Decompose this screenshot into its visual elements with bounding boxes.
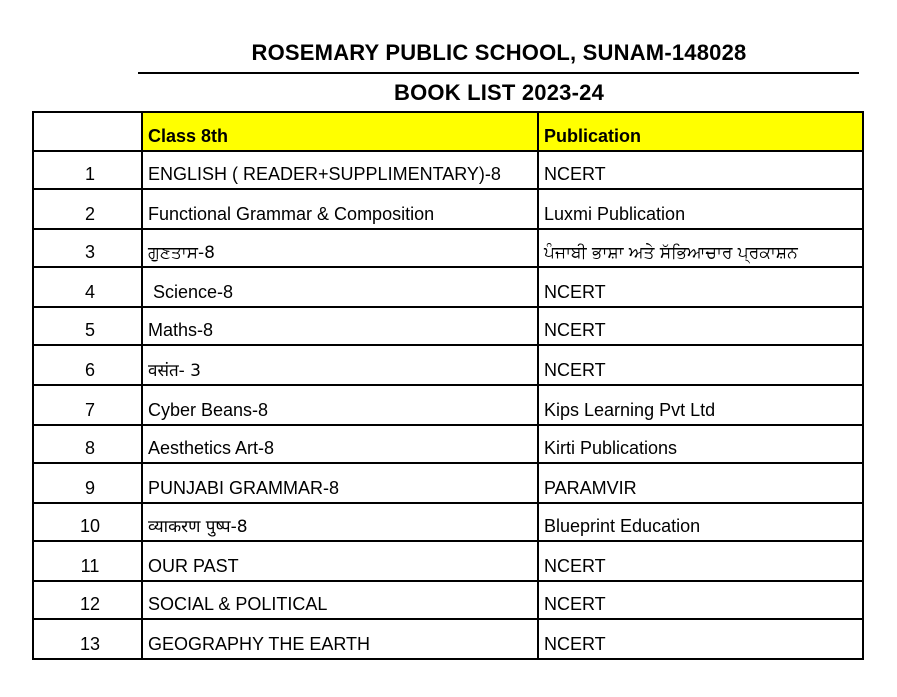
school-title: ROSEMARY PUBLIC SCHOOL, SUNAM-148028 — [251, 40, 747, 65]
table-row — [33, 581, 863, 619]
publisher: Blueprint Education — [538, 503, 863, 541]
row-number: 10 — [33, 503, 142, 541]
row-number: 9 — [33, 463, 142, 503]
table-row — [33, 385, 863, 425]
book-title: Aesthetics Art-8 — [142, 425, 538, 463]
book-title: Maths-8 — [142, 307, 538, 345]
book-title: PUNJABI GRAMMAR-8 — [142, 463, 538, 503]
publisher: Luxmi Publication — [538, 189, 863, 229]
book-list-table — [32, 111, 864, 660]
publisher: NCERT — [538, 619, 863, 659]
book-title: Cyber Beans-8 — [142, 385, 538, 425]
row-number: 11 — [33, 541, 142, 581]
column-header-class: Class 8th — [142, 112, 538, 151]
title-divider — [138, 72, 859, 74]
row-number: 4 — [33, 267, 142, 307]
book-title: SOCIAL & POLITICAL — [142, 581, 538, 619]
book-title: Functional Grammar & Composition — [142, 189, 538, 229]
row-number: 6 — [33, 345, 142, 385]
table-row — [33, 619, 863, 659]
table-row — [33, 267, 863, 307]
row-number: 8 — [33, 425, 142, 463]
row-number: 1 — [33, 151, 142, 189]
column-header-publication: Publication — [538, 112, 863, 151]
publisher: ਪੰਜਾਬੀ ਭਾਸ਼ਾ ਅਤੇ ਸੱਭਿਆਚਾਰ ਪ੍ਰਕਾਸ਼ਨ — [538, 229, 863, 267]
publisher: NCERT — [538, 151, 863, 189]
book-title: OUR PAST — [142, 541, 538, 581]
publisher: NCERT — [538, 267, 863, 307]
table-row — [33, 503, 863, 541]
book-title: ENGLISH ( READER+SUPPLIMENTARY)-8 — [142, 151, 538, 189]
book-title: Science-8 — [142, 267, 538, 307]
table-row — [33, 229, 863, 267]
row-number: 3 — [33, 229, 142, 267]
book-title: GEOGRAPHY THE EARTH — [142, 619, 538, 659]
row-number: 2 — [33, 189, 142, 229]
publisher: NCERT — [538, 345, 863, 385]
book-list-title: BOOK LIST 2023-24 — [393, 80, 605, 105]
table-row — [33, 463, 863, 503]
publisher: Kips Learning Pvt Ltd — [538, 385, 863, 425]
row-number: 7 — [33, 385, 142, 425]
book-title: ਗੁਣਤਾਸ-8 — [142, 229, 538, 267]
book-title: व्याकरण पुष्प-8 — [142, 503, 538, 541]
table-row — [33, 151, 863, 189]
book-title: वसंत- 3 — [142, 345, 538, 385]
publisher: Kirti Publications — [538, 425, 863, 463]
publisher: NCERT — [538, 307, 863, 345]
publisher: NCERT — [538, 581, 863, 619]
publisher: PARAMVIR — [538, 463, 863, 503]
table-row — [33, 189, 863, 229]
row-number: 13 — [33, 619, 142, 659]
table-header-row — [33, 112, 863, 151]
table-row — [33, 425, 863, 463]
row-number: 5 — [33, 307, 142, 345]
table-row — [33, 541, 863, 581]
table-row — [33, 345, 863, 385]
row-number: 12 — [33, 581, 142, 619]
column-header-number — [33, 112, 142, 151]
publisher: NCERT — [538, 541, 863, 581]
table-row — [33, 307, 863, 345]
